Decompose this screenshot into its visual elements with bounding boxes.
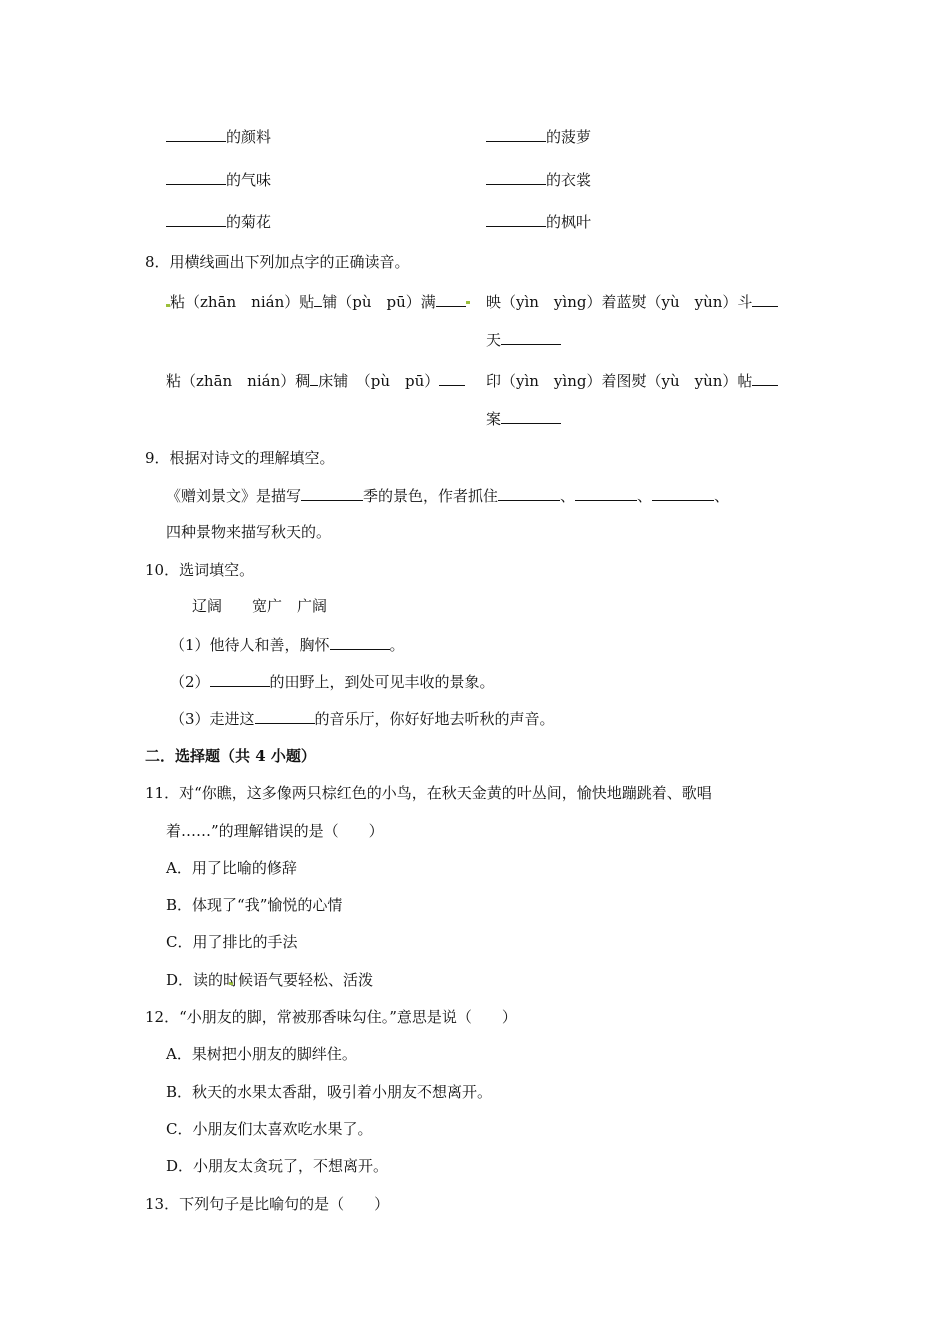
answer-blank[interactable] — [439, 370, 465, 386]
q11-line2: 着……”的理解错误的是（ ） — [166, 822, 384, 840]
q10-title: 10．选词填空。 — [145, 561, 255, 579]
q12-option-d[interactable]: D．小朋友太贪玩了，不想离开。 — [166, 1157, 389, 1175]
answer-blank[interactable] — [752, 291, 778, 307]
q13-line1: 13．下列句子是比喻句的是（ ） — [145, 1195, 390, 1213]
answer-blank[interactable] — [166, 169, 226, 185]
answer-blank[interactable] — [486, 169, 546, 185]
q9-line2: 四种景物来描写秋天的。 — [166, 523, 332, 541]
fill-row-2-right: 的衣裳 — [486, 169, 591, 190]
q12-option-a[interactable]: A．果树把小朋友的脚绊住。 — [166, 1045, 357, 1063]
answer-blank[interactable] — [501, 408, 561, 424]
fill-row-1-left: 的颜料 — [166, 126, 271, 147]
answer-blank[interactable] — [486, 211, 546, 227]
fill-row-3-left: 的菊花 — [166, 211, 271, 232]
q11-option-d[interactable]: D．读的时候语气要轻松、活泼 — [166, 971, 374, 989]
q10-sentence-2: （2） 的田野上，到处可见丰收的景象。 — [170, 673, 495, 691]
answer-blank[interactable] — [752, 370, 778, 386]
answer-blank[interactable] — [486, 126, 546, 142]
answer-blank[interactable] — [166, 211, 226, 227]
answer-blank[interactable] — [301, 485, 363, 501]
answer-blank[interactable] — [210, 671, 270, 687]
q12-option-b[interactable]: B．秋天的水果太香甜，吸引着小朋友不想离开。 — [166, 1083, 493, 1101]
answer-blank[interactable] — [652, 485, 714, 501]
q8-row1-cont: 天 — [486, 329, 561, 350]
q10-sentence-1: （1）他待人和善，胸怀 。 — [170, 636, 405, 654]
q8-row1-right: 映（yìn yìng）着蓝熨（yù yùn）斗 — [486, 291, 778, 312]
q11-option-b[interactable]: B．体现了“我”愉悦的心情 — [166, 896, 343, 914]
answer-blank[interactable] — [575, 485, 637, 501]
q8-row2-right: 印（yìn yìng）着图熨（yù yùn）帖 — [486, 370, 778, 391]
q8-title: 8．用横线画出下列加点字的正确读音。 — [145, 253, 410, 271]
answer-blank[interactable] — [330, 634, 390, 650]
q10-sentence-3: （3）走进这 的音乐厅，你好好地去听秋的声音。 — [170, 710, 555, 728]
q12-line1: 12．“小朋友的脚，常被那香味勾住。”意思是说（ ） — [145, 1008, 517, 1026]
answer-blank[interactable] — [436, 291, 466, 307]
q11-option-a[interactable]: A．用了比喻的修辞 — [166, 859, 297, 877]
stray-mark — [466, 301, 470, 304]
fill-row-3-right: 的枫叶 — [486, 211, 591, 232]
answer-blank[interactable] — [166, 126, 226, 142]
q10-word-options: 辽阔 宽广 广阔 — [192, 597, 328, 615]
answer-blank[interactable] — [498, 485, 560, 501]
answer-blank[interactable] — [255, 708, 315, 724]
q8-row2-left: 粘（zhān nián）稠 床铺 （pù pū） — [166, 370, 465, 391]
q11-line1: 11．对“你瞧，这多像两只棕红色的小鸟，在秋天金黄的叶丛间，愉快地蹦跳着、歌唱 — [145, 784, 712, 802]
q12-option-c[interactable]: C．小朋友们太喜欢吃水果了。 — [166, 1120, 373, 1138]
fill-row-1-right: 的菠萝 — [486, 126, 591, 147]
q9-line1: 《赠刘景文》是描写 季的景色，作者抓住 、 、 、 — [166, 487, 730, 505]
answer-blank[interactable] — [501, 329, 561, 345]
q9-title: 9．根据对诗文的理解填空。 — [145, 449, 335, 467]
section-heading: 二．选择题（共 4 小题） — [145, 747, 316, 765]
q11-option-c[interactable]: C．用了排比的手法 — [166, 933, 298, 951]
fill-row-2-left: 的气味 — [166, 169, 271, 190]
q8-row1-left: 粘（zhān nián）贴 铺（pù pū）满 — [170, 291, 466, 312]
q8-row2-cont: 案 — [486, 408, 561, 429]
